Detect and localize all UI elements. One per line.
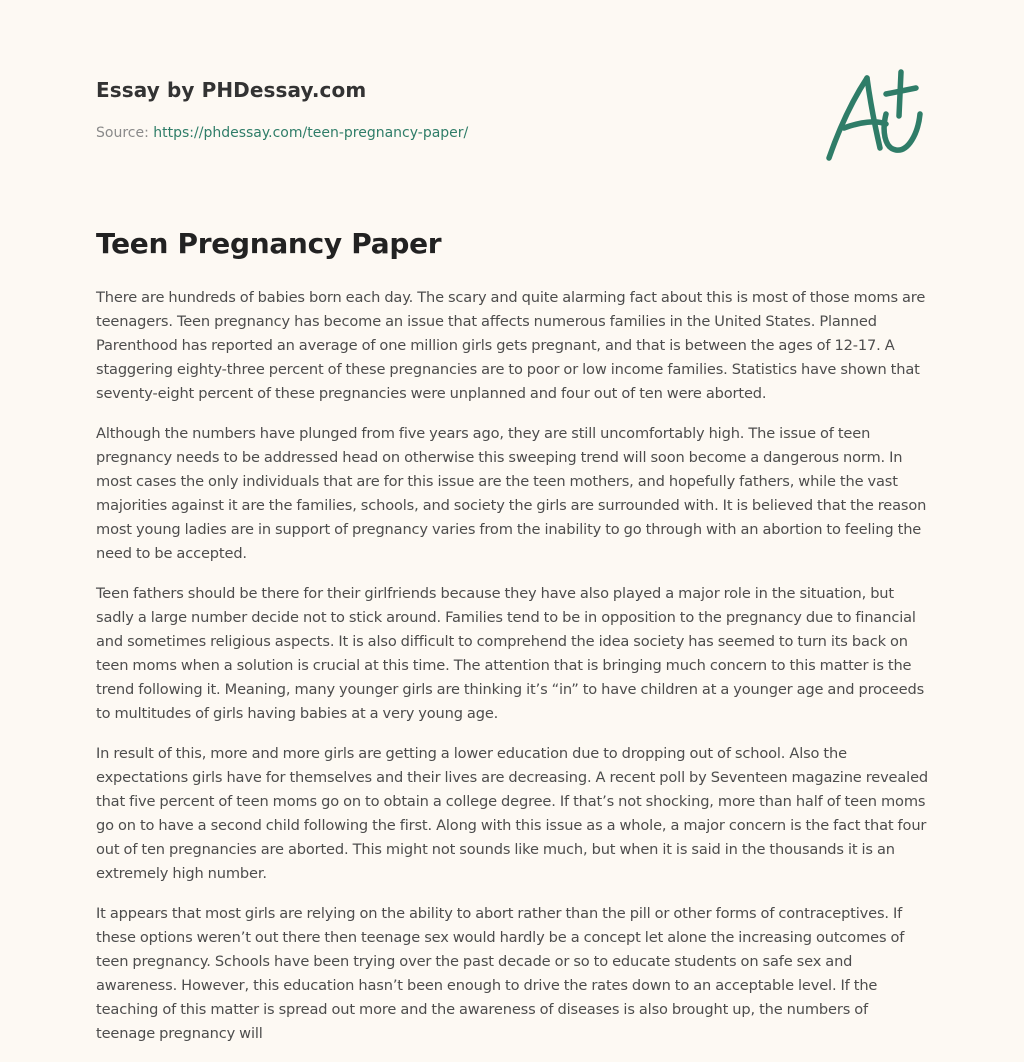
essay-paragraph-5: It appears that most girls are relying on the ability to abort rather than the pill or other forms of contraceptives. If these options weren’t out there then teenage sex would hardly be a concept let alone the increasing outcomes of teen pregnancy. Schools have been trying over the past decade or so to educate students on safe sex and awareness. However, this education hasn’t been enough to drive the rates down to an acceptable level. If the teaching of this matter is spread out more and the awareness of diseases is also brought up, the numbers of teenage pregnancy will	[96, 905, 905, 1042]
essay-paragraph-2: Although the numbers have plunged from five years ago, they are still uncomfortably high. The issue of teen pregnancy needs to be addressed head on otherwise this sweeping trend will soon become a dangerous norm. In most cases the only individuals that are for this issue are the teen mothers, and hopefully fathers, while the vast majorities against it are the families, schools, and society the girls are surrounded with. It is believed that the reason most young ladies are in support of pregnancy varies from the inability to go through with an abortion to feeling the need to be accepted.	[96, 425, 927, 562]
essay-paragraph-4: In result of this, more and more girls are getting a lower education due to dropping out of school. Also the expectations girls have for themselves and their lives are decreasing. A recent poll by Seventeen magazine revealed that five percent of teen moms go on to obtain a college degree. If that’s not shocking, more than half of teen moms go on to have a second child following the first. Along with this issue as a whole, a major concern is the fact that four out of ten pregnancies are aborted. This might not sounds like much, but when it is said in the thousands it is an extremely high number.	[96, 745, 929, 882]
site-title: Essay by PHDessay.com	[96, 78, 367, 102]
source-label: Source:	[96, 125, 154, 141]
source-link[interactable]: https://phdessay.com/teen-pregnancy-paper/	[153, 125, 469, 141]
source-line	[96, 123, 796, 143]
article-title: Teen Pregnancy Paper	[96, 227, 442, 260]
essay-article	[96, 224, 930, 1062]
page-header	[96, 76, 796, 143]
essay-paragraph-1: There are hundreds of babies born each day. The scary and quite alarming fact about this is most of those moms are teenagers. Teen pregnancy has become an issue that affects numerous families in the United States. Planned Parenthood has reported an average of one million girls gets pregnant, and that is between the ages of 12-17. A staggering eighty-three percent of these pregnancies are to poor or low income families. Statistics have shown that seventy-eight percent of these pregnancies were unplanned and four out of ten were aborted.	[96, 289, 926, 402]
essay-paragraph-3: Teen fathers should be there for their girlfriends because they have also played a major role in the situation, but sadly a large number decide not to stick around. Families tend to be in opposition to the pregnancy due to financial and sometimes religious aspects. It is also difficult to comprehend the idea society has seemed to turn its back on teen moms when a solution is crucial at this time. The attention that is bringing much concern to this matter is the trend following it. Meaning, many younger girls are thinking it’s “in” to have children at a younger age and proceeds to multitudes of girls having babies at a very young age.	[96, 585, 925, 722]
a-plus-grade-logo	[820, 64, 930, 164]
a-plus-icon	[820, 64, 930, 164]
